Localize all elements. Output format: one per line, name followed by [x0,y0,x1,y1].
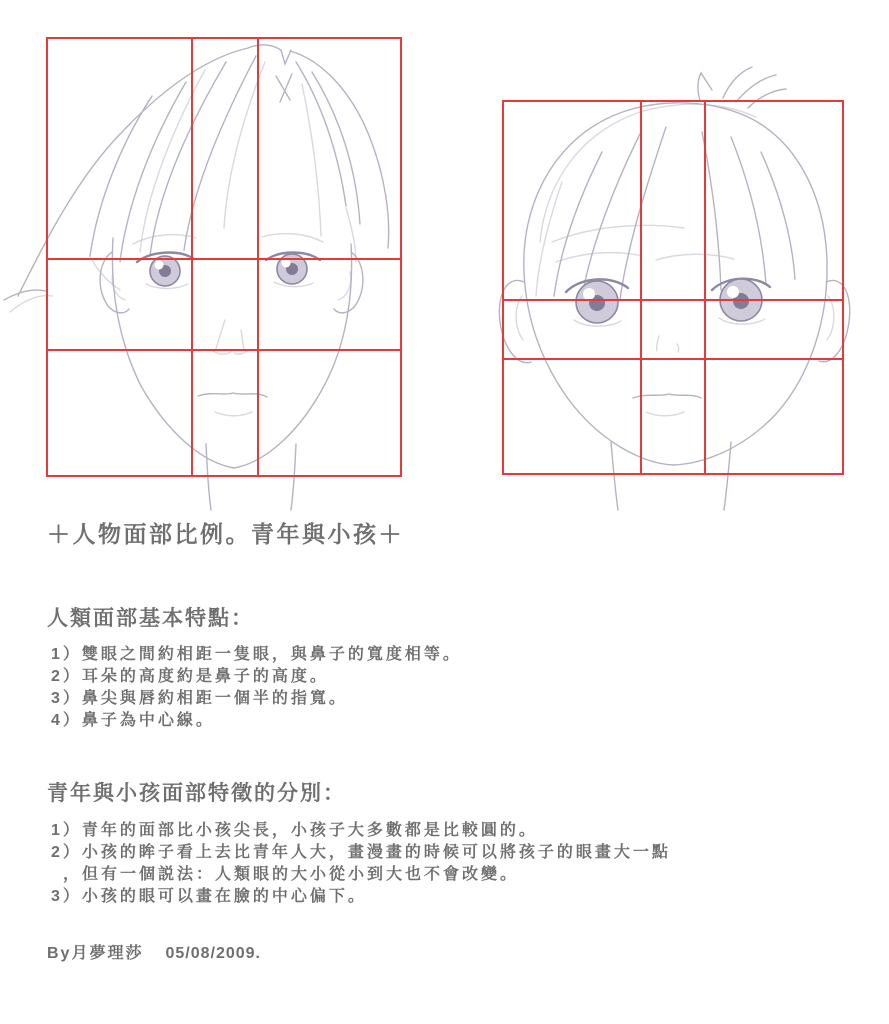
child-sketch [499,67,849,510]
list-item: 3）鼻尖與唇約相距一個半的指寬。 [51,690,348,707]
young-man-hair [4,45,389,312]
young-man-sketch [4,45,389,510]
section-basics-list [51,644,462,732]
list-item-continuation: ，但有一個説法：人類眼的大小從小到大也不會改變。 [63,866,520,883]
list-item: 2）小孩的眸子看上去比青年人大，畫漫畫的時候可以將孩子的眼畫大一點 [51,844,671,861]
author-credit: By月夢理莎 [47,945,144,962]
date: 05/08/2009. [165,945,261,962]
child-proportion-grid [503,101,843,474]
list-item: 3）小孩的眼可以畫在臉的中心偏下。 [51,888,367,905]
young-man-nose-mouth [198,320,267,416]
section-basics-heading: 人類面部基本特點： [47,607,254,630]
child-nose-mouth [633,336,701,416]
list-item: 1）青年的面部比小孩尖長，小孩子大多數都是比較圓的。 [51,822,538,839]
byline [47,940,261,963]
list-item: 2）耳朵的高度約是鼻子的高度。 [51,668,329,685]
child-face-outline [499,103,849,510]
child-eyes [566,279,770,326]
section-differences-heading: 青年與小孩面部特徵的分別： [47,782,346,805]
list-item: 1）雙眼之間約相距一隻眼，與鼻子的寬度相等。 [51,646,462,663]
list-item: 4）鼻子為中心線。 [51,712,215,729]
young-man-eyes [133,234,323,289]
page-title: ＋人物面部比例。青年與小孩＋ [47,521,404,547]
young-man-face-outline [100,238,363,510]
section-differences-list [51,820,671,908]
young-man-proportion-grid [47,38,401,476]
